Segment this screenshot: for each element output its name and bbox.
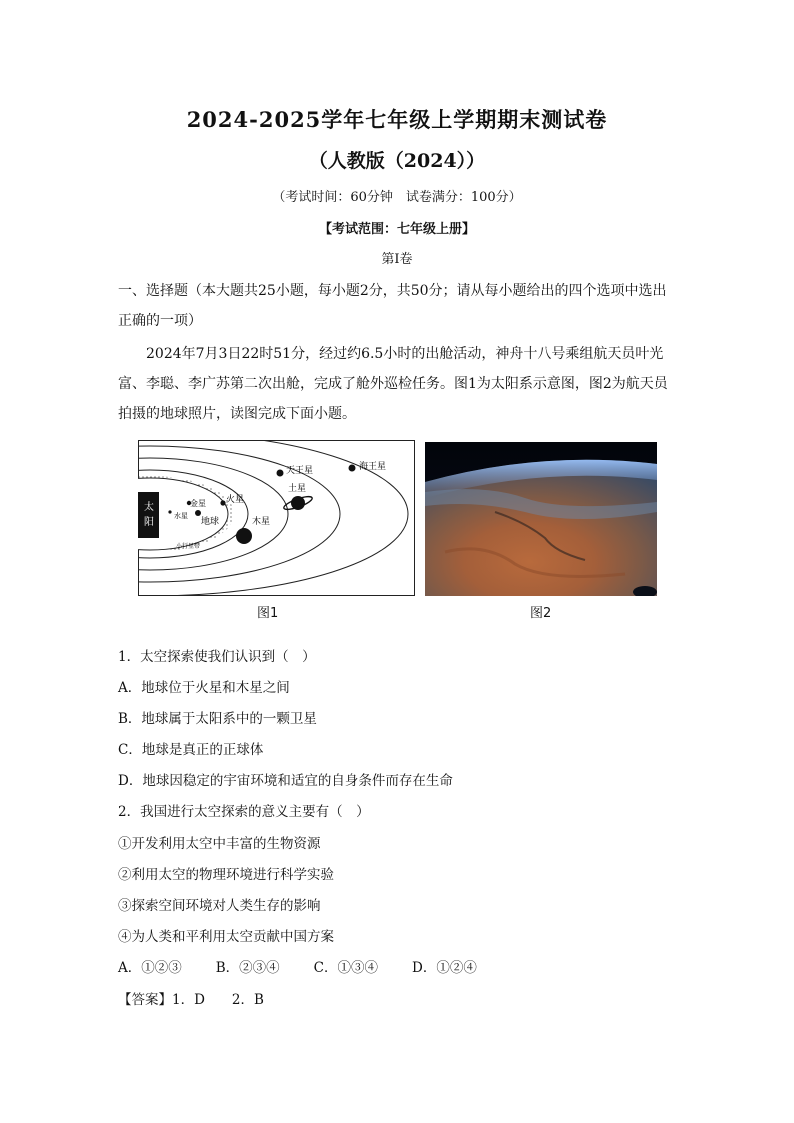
- figure2-caption: 图2: [530, 606, 552, 621]
- section-heading: 一、选择题（本大题共25小题，每小题2分，共50分；请从每小题给出的四个选项中选出正确的一项）: [118, 283, 667, 329]
- exam-subtitle: （人教版（2024））: [308, 150, 486, 172]
- volume-label: 第I卷: [381, 252, 413, 267]
- q2-options: [118, 956, 511, 976]
- q2-item-4: ④为人类和平利用太空贡献中国方案: [118, 929, 334, 945]
- q2-item-2: ②利用太空的物理环境进行科学实验: [118, 867, 334, 883]
- sun-label-2: 阳: [144, 517, 154, 528]
- q2-option-b: B．②③④: [215, 960, 280, 976]
- q1-option-a: A．地球位于火星和木星之间: [118, 680, 290, 696]
- mercury-dot: [168, 510, 171, 513]
- q1-stem: 1．太空探索使我们认识到（ ）: [118, 649, 316, 665]
- neptune-dot: [349, 465, 356, 472]
- mercury-label: 水星: [174, 512, 188, 520]
- q2-item-3: ③探索空间环境对人类生存的影响: [118, 898, 321, 914]
- exam-title: 2024-2025学年七年级上学期期末测试卷: [186, 107, 608, 132]
- q2-option-a: A．①②③: [118, 960, 182, 976]
- exam-range: 【考试范围：七年级上册】: [318, 222, 475, 237]
- jupiter-label: 木星: [252, 517, 271, 527]
- neptune-label: 海王星: [359, 462, 387, 472]
- mars-dot: [220, 500, 225, 505]
- solar-system-diagram: [138, 440, 415, 596]
- earth-label: 地球: [201, 517, 220, 527]
- sun-label-1: 太: [144, 502, 154, 513]
- q1-option-c: C．地球是真正的正球体: [118, 742, 264, 758]
- jupiter-dot: [236, 528, 252, 544]
- q1-option-d: D．地球因稳定的宇宙环境和适宜的自身条件而存在生命: [118, 773, 453, 789]
- venus-label: 金星: [190, 499, 206, 508]
- sun-shape: [138, 492, 159, 538]
- earth-dot: [195, 510, 201, 516]
- exam-meta: （考试时间：60分钟 试卷满分：100分）: [272, 190, 522, 205]
- q2-option-d: D．①②④: [412, 960, 477, 976]
- asteroid-belt-label: 小行星带: [176, 543, 201, 550]
- uranus-label: 天王星: [286, 466, 314, 476]
- intro-paragraph: 2024年7月3日22时51分，经过约6.5小时的出舱活动，神舟十八号乘组航天员叶光富、李聪、李广苏第二次出舱，完成了舱外巡检任务。图1为太阳系示意图，图2为航天员拍摄的地球照片，读图完成下面小题。: [118, 346, 668, 422]
- uranus-dot: [277, 470, 284, 477]
- q1-option-b: B．地球属于太阳系中的一颗卫星: [118, 711, 317, 727]
- earth-photo: [425, 442, 657, 596]
- mars-label: 火星: [226, 495, 245, 505]
- q2-stem: 2．我国进行太空探索的意义主要有（ ）: [118, 804, 370, 820]
- answer-line: 【答案】1．D 2．B: [118, 992, 264, 1008]
- q2-item-1: ①开发利用太空中丰富的生物资源: [118, 836, 321, 852]
- saturn-label: 土星: [288, 484, 307, 494]
- q2-option-c: C．①③④: [313, 960, 379, 976]
- figure1-caption: 图1: [257, 606, 279, 621]
